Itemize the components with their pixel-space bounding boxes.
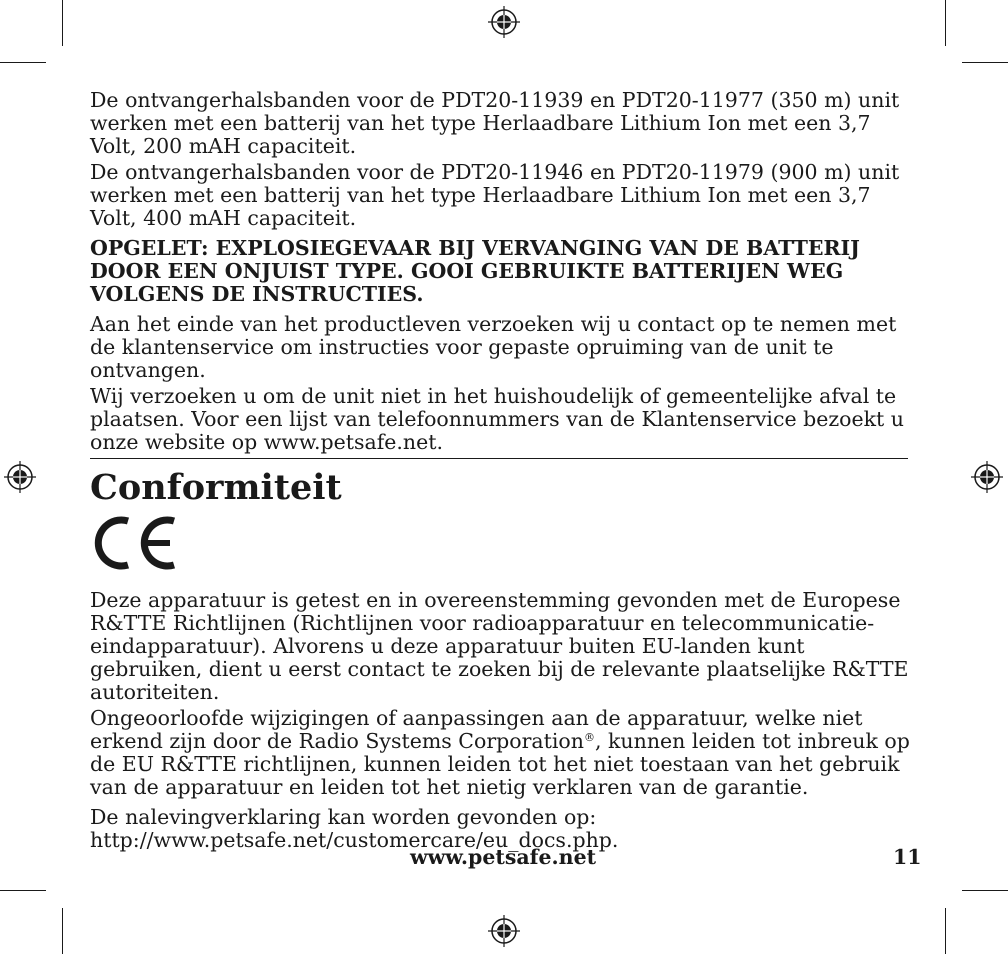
- conformity-section: [90, 589, 920, 852]
- registration-mark-icon: [3, 460, 37, 494]
- section-heading: Conformiteit: [90, 467, 342, 508]
- crop-mark-bottom-right-v: [945, 908, 946, 954]
- battery-paragraph-1: De ontvangerhalsbanden voor de PDT20-11939 en PDT20-11977 (350 m) unit werken met een batterij van het type Herlaadbare Lithium Ion met een 3,7 Volt, 200 mAH capaciteit.: [90, 88, 900, 158]
- declaration-link[interactable]: http://www.petsafe.net/customercare/eu_docs.php.: [90, 828, 619, 852]
- section-divider: [90, 458, 908, 459]
- conformity-paragraph-2: [90, 707, 920, 799]
- waste-paragraph: Wij verzoeken u om de unit niet in het huishoudelijk of gemeentelijke afval te plaatsen. Voor een lijst van telefoonnummers van de Klantenservice bezoekt u onze website op www.petsafe.net.: [90, 384, 904, 454]
- crop-mark-top-right-h: [962, 62, 1008, 63]
- conformity-paragraph-1: Deze apparatuur is getest en in overeenstemming gevonden met de Europese R&TTE Richtlijnen (Richtlijnen voor radioapparatuur en telecommunicatie-eindapparatuur). Alvorens u deze apparatuur buiten EU-landen kunt gebruiken, dient u eerst contact te zoeken bij de relevante plaatselijke R&TTE autoriteiten.: [90, 588, 909, 704]
- crop-mark-bottom-left-v: [62, 908, 63, 954]
- registration-mark-icon: [970, 460, 1004, 494]
- declaration-text: De nalevingverklaring kan worden gevonden op:: [90, 805, 597, 829]
- conformity-paragraph-2-start: Ongeoorloofde wijzigingen of aanpassingen aan de apparatuur, welke niet erkend zijn door de Radio Systems Corporation: [90, 706, 863, 753]
- crop-mark-bottom-left-h: [0, 890, 46, 891]
- battery-section: [90, 89, 920, 454]
- ce-mark-icon: [90, 513, 178, 573]
- page-number: 11: [893, 845, 922, 869]
- battery-paragraph-2: De ontvangerhalsbanden voor de PDT20-11946 en PDT20-11979 (900 m) unit werken met een batterij van het type Herlaadbare Lithium Ion met een 3,7 Volt, 400 mAH capaciteit.: [90, 160, 900, 230]
- crop-mark-top-right-v: [945, 0, 946, 46]
- crop-mark-top-left-h: [0, 62, 46, 63]
- conformity-paragraph-2-end: , kunnen leiden tot inbreuk op de EU R&TTE richtlijnen, kunnen leiden tot het niet toestaan van het gebruik van de apparatuur en leiden tot het nietig verklaren van de garantie.: [90, 729, 910, 799]
- battery-warning: OPGELET: EXPLOSIEGEVAAR BIJ VERVANGING VAN DE BATTERIJ DOOR EEN ONJUIST TYPE. GOOI GEBRUIKTE BATTERIJEN WEG VOLGENS DE INSTRUCTIES.: [90, 236, 860, 306]
- crop-mark-bottom-right-h: [962, 890, 1008, 891]
- footer-url[interactable]: www.petsafe.net: [410, 845, 597, 869]
- disposal-paragraph: Aan het einde van het productleven verzoeken wij u contact op te nemen met de klantenservice om instructies voor gepaste opruiming van de unit te ontvangen.: [90, 312, 897, 382]
- registration-mark-icon: [487, 5, 521, 39]
- crop-mark-top-left-v: [62, 0, 63, 46]
- registration-mark-icon: [487, 914, 521, 948]
- registered-symbol: ®: [583, 731, 595, 744]
